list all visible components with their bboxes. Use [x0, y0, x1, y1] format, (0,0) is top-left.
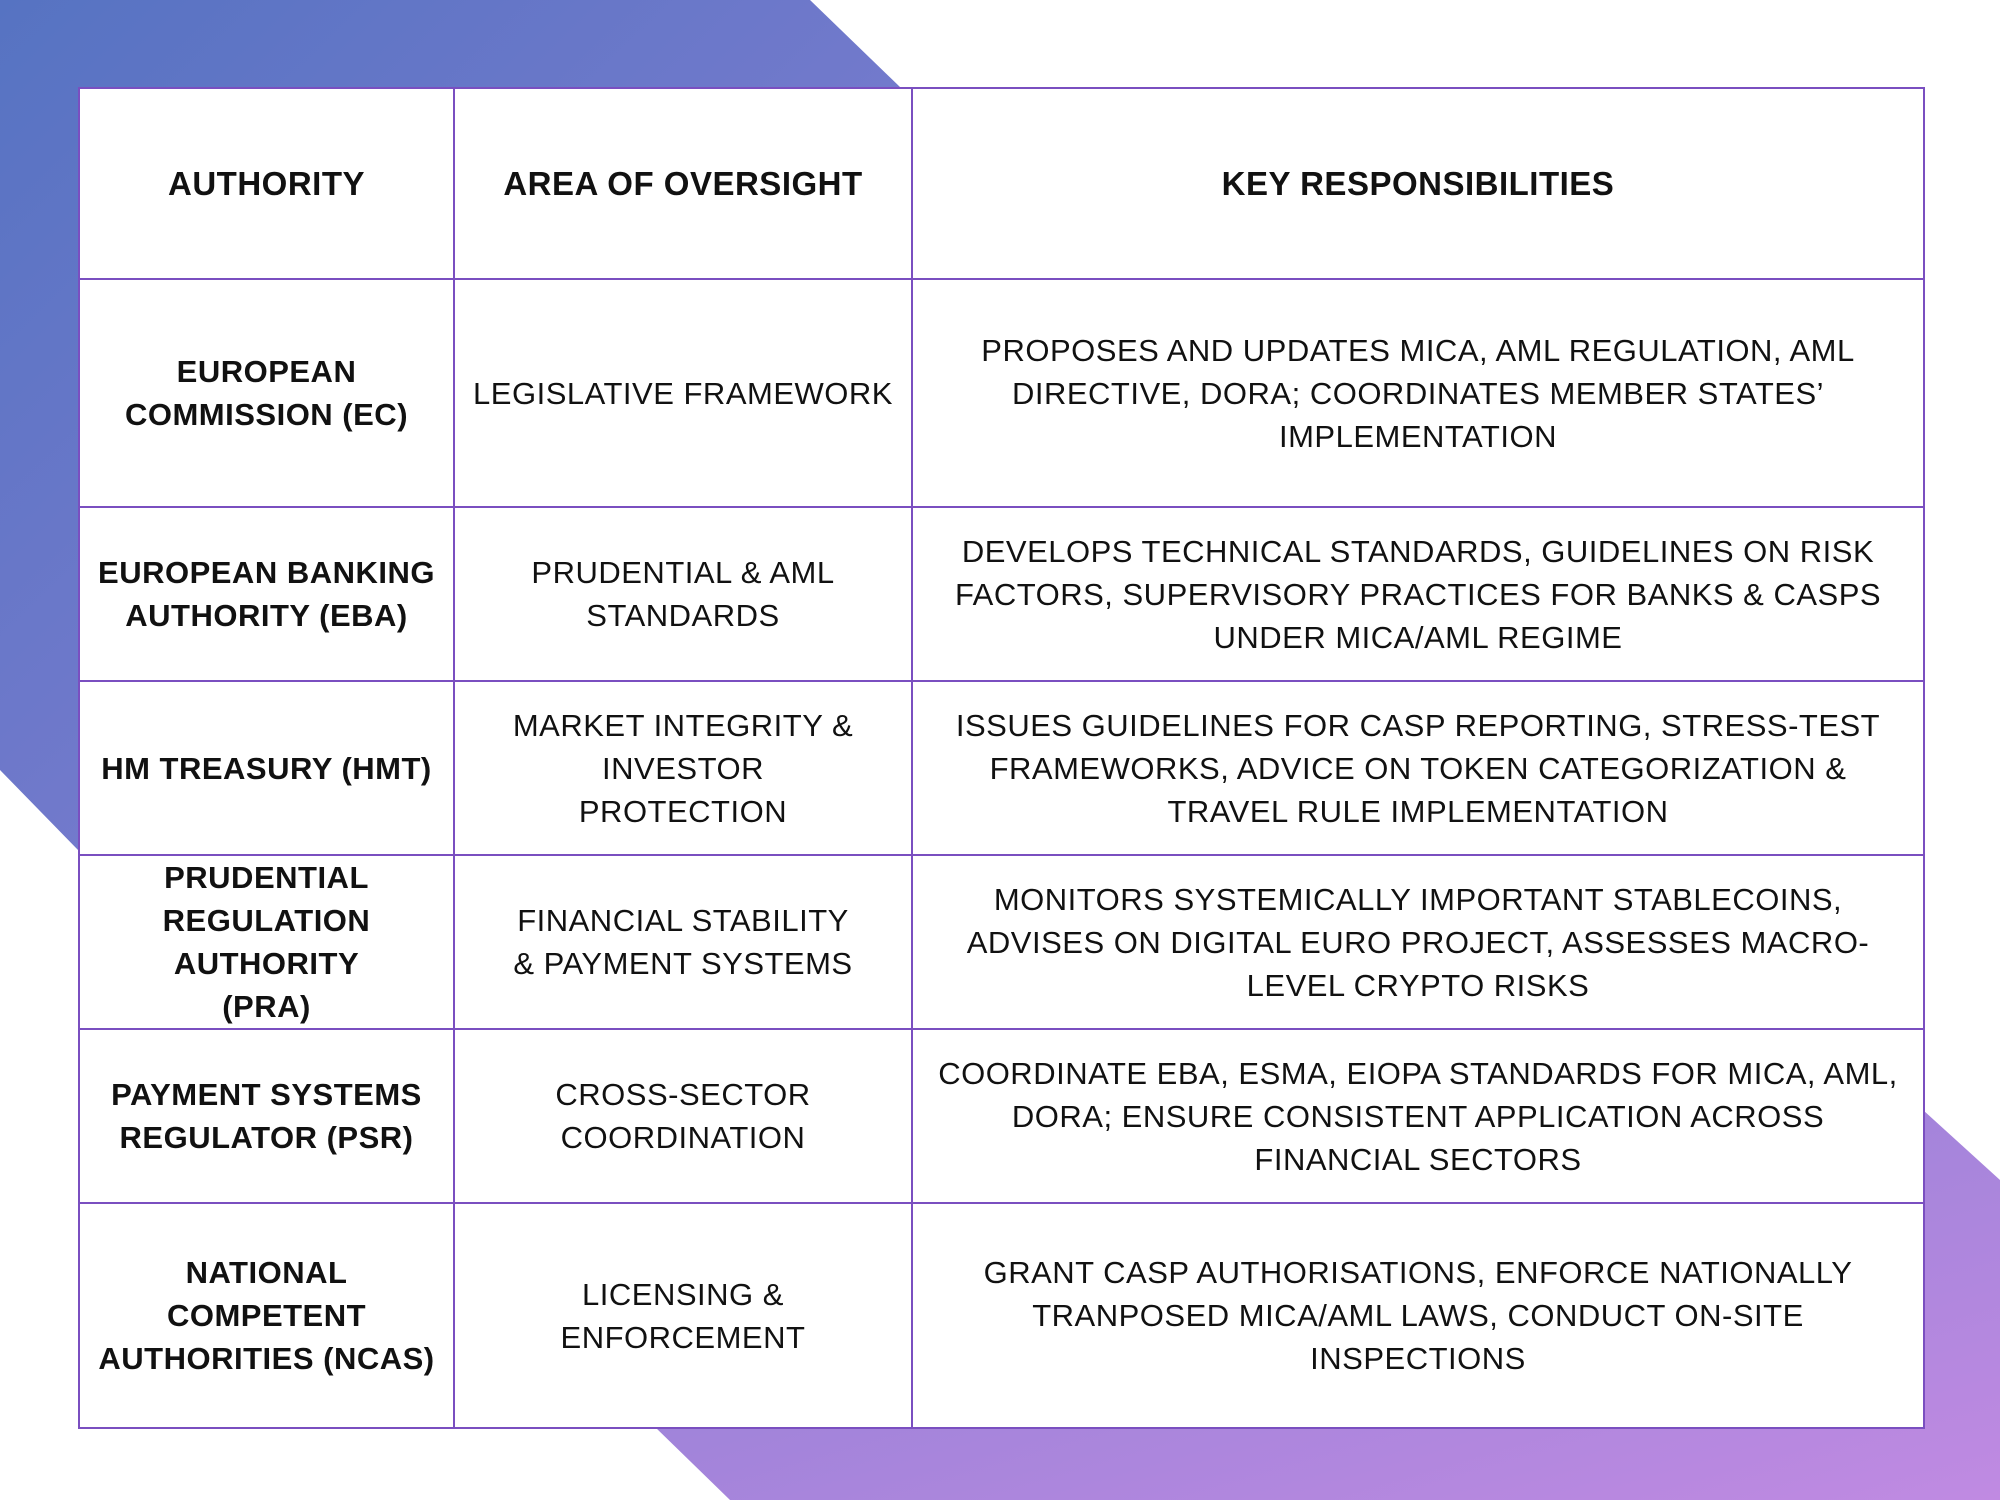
area-cell: CROSS-SECTOR COORDINATION: [454, 1029, 912, 1203]
table-row: [79, 1203, 1924, 1428]
authority-cell: NATIONAL COMPETENT AUTHORITIES (NCAS): [79, 1203, 454, 1428]
table-row: [79, 279, 1924, 507]
area-cell: FINANCIAL STABILITY & PAYMENT SYSTEMS: [454, 855, 912, 1029]
responsibilities-cell: ISSUES GUIDELINES FOR CASP REPORTING, STRESS-TEST FRAMEWORKS, ADVICE ON TOKEN CATEGORIZATION & TRAVEL RULE IMPLEMENTATION: [912, 681, 1924, 855]
authority-cell: PRUDENTIAL REGULATION AUTHORITY (PRA): [79, 855, 454, 1029]
responsibilities-cell: MONITORS SYSTEMICALLY IMPORTANT STABLECOINS, ADVISES ON DIGITAL EURO PROJECT, ASSESSES MACRO-LEVEL CRYPTO RISKS: [912, 855, 1924, 1029]
table-row: [79, 855, 1924, 1029]
header-key-responsibilities: KEY RESPONSIBILITIES: [912, 88, 1924, 279]
responsibilities-cell: COORDINATE EBA, ESMA, EIOPA STANDARDS FOR MICA, AML, DORA; ENSURE CONSISTENT APPLICATION ACROSS FINANCIAL SECTORS: [912, 1029, 1924, 1203]
responsibilities-cell: PROPOSES AND UPDATES MICA, AML REGULATION, AML DIRECTIVE, DORA; COORDINATES MEMBER STATES’ IMPLEMENTATION: [912, 279, 1924, 507]
responsibilities-cell: DEVELOPS TECHNICAL STANDARDS, GUIDELINES ON RISK FACTORS, SUPERVISORY PRACTICES FOR BANKS & CASPS UNDER MICA/AML REGIME: [912, 507, 1924, 681]
area-cell: MARKET INTEGRITY & INVESTOR PROTECTION: [454, 681, 912, 855]
authority-cell: HM TREASURY (HMT): [79, 681, 454, 855]
table-row: [79, 681, 1924, 855]
table-row: [79, 507, 1924, 681]
header-area-of-oversight: AREA OF OVERSIGHT: [454, 88, 912, 279]
oversight-table-container: [78, 87, 1923, 1427]
oversight-table: [78, 87, 1925, 1429]
table-header-row: [79, 88, 1924, 279]
area-cell: PRUDENTIAL & AML STANDARDS: [454, 507, 912, 681]
authority-cell: EUROPEAN COMMISSION (EC): [79, 279, 454, 507]
area-cell: LICENSING & ENFORCEMENT: [454, 1203, 912, 1428]
responsibilities-cell: GRANT CASP AUTHORISATIONS, ENFORCE NATIONALLY TRANPOSED MICA/AML LAWS, CONDUCT ON-SITE INSPECTIONS: [912, 1203, 1924, 1428]
authority-cell: PAYMENT SYSTEMS REGULATOR (PSR): [79, 1029, 454, 1203]
header-authority: AUTHORITY: [79, 88, 454, 279]
authority-cell: EUROPEAN BANKING AUTHORITY (EBA): [79, 507, 454, 681]
table-row: [79, 1029, 1924, 1203]
area-cell: LEGISLATIVE FRAMEWORK: [454, 279, 912, 507]
